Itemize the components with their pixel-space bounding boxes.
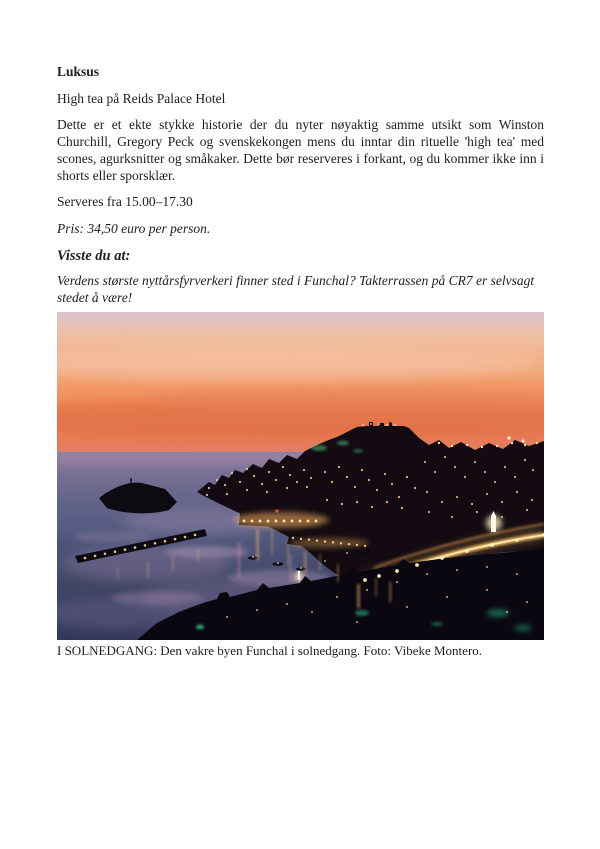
photo-caption: I SOLNEDGANG: Den vakre byen Funchal i solnedgang. Foto: Vibeke Montero. [57,643,483,658]
did-you-know-text: Verdens største nyttårsfyrverkeri finner sted i Funchal? Takterrassen på CR7 er selvsagt stedet å være! [57,273,535,305]
serving-time: Serveres fra 15.00–17.30 [57,194,193,209]
funchal-sunset-photo [57,312,544,640]
quay-glow [233,512,329,528]
body-paragraph: Dette er et ekte stykke historie der du nyter nøyaktig samme utsikt som Winston Churchill, Gregory Peck og svenskekongen mens du inntar din rituelle 'high tea' med scones, agurksnitter og småkaker. Dette bør reserveres i forkant, og du kommer ikke inn i shorts eller sporsklær. [57,117,544,183]
article-content [57,63,544,659]
price-line: Pris: 34,50 euro per person. [57,221,211,236]
did-you-know-heading: Visste du at: [57,248,131,264]
section-heading: Luksus [57,64,100,79]
subheading: High tea på Reids Palace Hotel [57,91,226,106]
